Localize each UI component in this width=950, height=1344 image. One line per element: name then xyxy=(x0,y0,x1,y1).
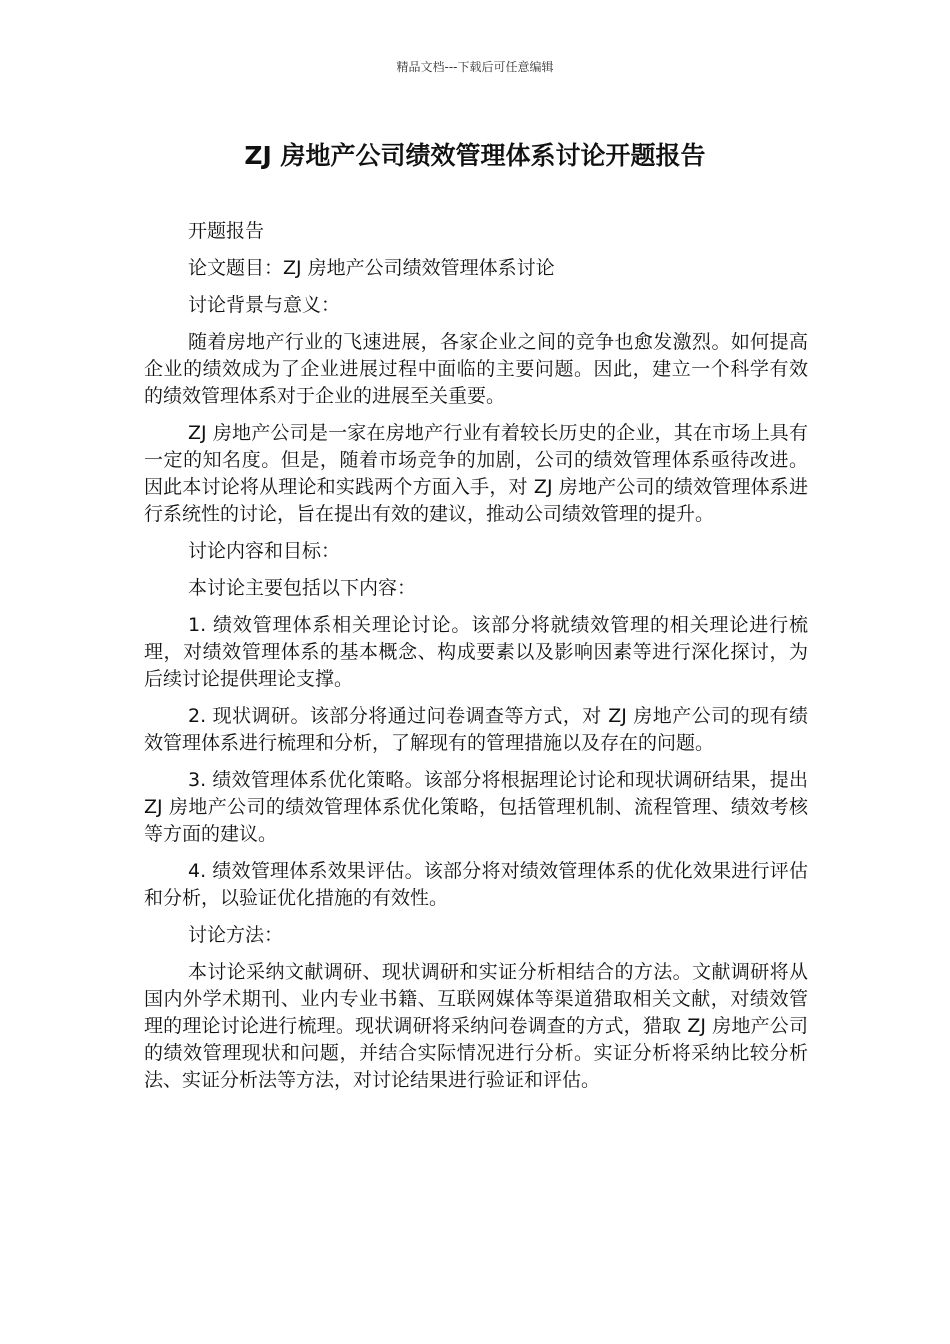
paragraph-content-intro: 本讨论主要包括以下内容： xyxy=(188,577,417,599)
paragraph-item-4: 4. 绩效管理体系效果评估。该部分将对绩效管理体系的优化效果进行评估和分析，以验证优化措施的有效性。 xyxy=(144,860,808,909)
paragraph-item-3: 3. 绩效管理体系优化策略。该部分将根据理论讨论和现状调研结果，提出 ZJ 房地产公司的绩效管理体系优化策略，包括管理机制、流程管理、绩效考核等方面的建议。 xyxy=(144,769,808,845)
paragraph-item-1: 1. 绩效管理体系相关理论讨论。该部分将就绩效管理的相关理论进行梳理，对绩效管理体系的基本概念、构成要素以及影响因素等进行深化探讨，为后续讨论提供理论支撑。 xyxy=(144,614,808,690)
paragraph-method-heading: 讨论方法： xyxy=(188,924,284,946)
paragraph-background-2: ZJ 房地产公司是一家在房地产行业有着较长历史的企业，其在市场上具有一定的知名度。但是，随着市场竞争的加剧，公司的绩效管理体系亟待改进。因此本讨论将从理论和实践两个方面入手，对 ZJ 房地产公司的绩效管理体系进行系统性的讨论，旨在提出有效的建议，推动公司绩效管理的提升。 xyxy=(144,422,808,525)
page-header-note: 精品文档---下载后可任意编辑 xyxy=(396,60,554,74)
paragraph-background-heading: 讨论背景与意义： xyxy=(188,294,341,316)
paragraph-thesis-title: 论文题目：ZJ 房地产公司绩效管理体系讨论 xyxy=(188,257,555,279)
paragraph-content-heading: 讨论内容和目标： xyxy=(188,540,341,562)
document-title: ZJ 房地产公司绩效管理体系讨论开题报告 xyxy=(244,141,706,170)
paragraph-method-body: 本讨论采纳文献调研、现状调研和实证分析相结合的方法。文献调研将从国内外学术期刊、业内专业书籍、互联网媒体等渠道猎取相关文献，对绩效管理的理论讨论进行梳理。现状调研将采纳问卷调查的方式，猎取 ZJ 房地产公司的绩效管理现状和问题，并结合实际情况进行分析。实证分析将采纳比较分析法、实证分析法等方法，对讨论结果进行验证和评估。 xyxy=(144,961,808,1091)
document-body xyxy=(144,218,808,1104)
paragraph-report-heading: 开题报告 xyxy=(188,220,265,242)
paragraph-item-2: 2. 现状调研。该部分将通过问卷调查等方式，对 ZJ 房地产公司的现有绩效管理体系进行梳理和分析，了解现有的管理措施以及存在的问题。 xyxy=(144,705,808,754)
paragraph-background-1: 随着房地产行业的飞速进展，各家企业之间的竞争也愈发激烈。如何提高企业的绩效成为了企业进展过程中面临的主要问题。因此，建立一个科学有效的绩效管理体系对于企业的进展至关重要。 xyxy=(144,331,808,407)
